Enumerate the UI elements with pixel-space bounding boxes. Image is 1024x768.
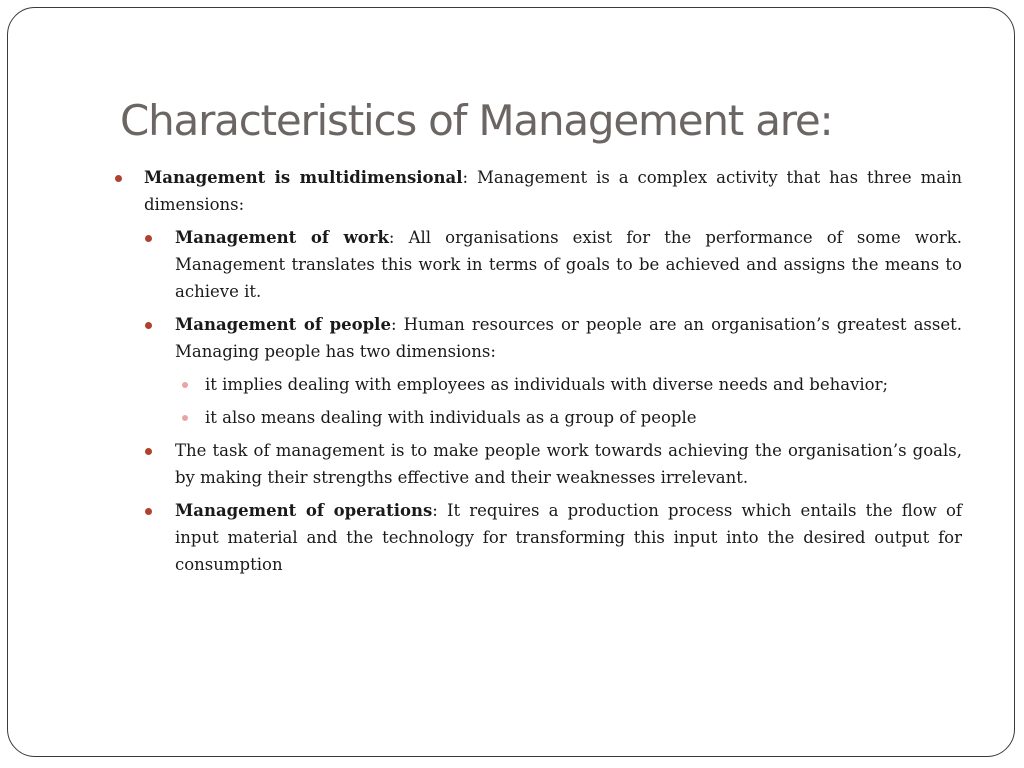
- slide-title: Characteristics of Management are:: [120, 96, 833, 145]
- bullet-text: [175, 311, 962, 365]
- bullet-body: Human resources or people are an organisation’s greatest asset. Managing people has two dimensions:: [175, 315, 962, 361]
- bullet-body: it also means dealing with individuals as a group of people: [205, 408, 697, 427]
- bullet-dot-icon: [145, 448, 152, 455]
- bullet-body: it implies dealing with employees as individuals with diverse needs and behavior;: [205, 375, 889, 394]
- bullet-dot-icon: [145, 322, 152, 329]
- bullet-separator: :: [390, 315, 397, 334]
- bullet-management-of-work: [112, 224, 962, 305]
- bullet-body: Management is a complex activity that has three main dimensions:: [144, 168, 962, 214]
- bullet-body: The task of management is to make people work towards achieving the organisation’s goals, by making their strengths effective and their weaknesses irrelevant.: [175, 441, 962, 487]
- bullet-body: All organisations exist for the performance of some work. Management translates this work in terms of goals to be achieved and assigns the means to achieve it.: [175, 228, 963, 301]
- bullet-management-of-people: [112, 311, 962, 365]
- bullet-separator: :: [462, 168, 469, 187]
- bullet-term: Management of people: [175, 315, 391, 334]
- bullet-text: [175, 224, 962, 305]
- bullet-body: It requires a production process which entails the flow of input material and the technology for transforming this input into the desired output for consumption: [175, 501, 962, 574]
- slide-content: [112, 164, 962, 584]
- bullet-group: [112, 404, 962, 431]
- bullet-dot-icon: [145, 235, 152, 242]
- bullet-dot-icon: [182, 382, 188, 388]
- bullet-management-of-operations: [112, 497, 962, 578]
- bullet-dot-icon: [145, 508, 152, 515]
- bullet-text: [144, 164, 962, 218]
- bullet-individuals: [112, 371, 962, 398]
- bullet-dot-icon: [115, 175, 122, 182]
- bullet-separator: :: [388, 228, 395, 247]
- bullet-dot-icon: [182, 415, 188, 421]
- bullet-task-of-management: [112, 437, 962, 491]
- bullet-text: [175, 497, 962, 578]
- bullet-term: Management of work: [175, 228, 389, 247]
- bullet-term: Management of operations: [175, 501, 433, 520]
- bullet-separator: :: [432, 501, 438, 520]
- bullet-term: Management is multidimensional: [144, 168, 463, 187]
- bullet-multidimensional: [112, 164, 962, 218]
